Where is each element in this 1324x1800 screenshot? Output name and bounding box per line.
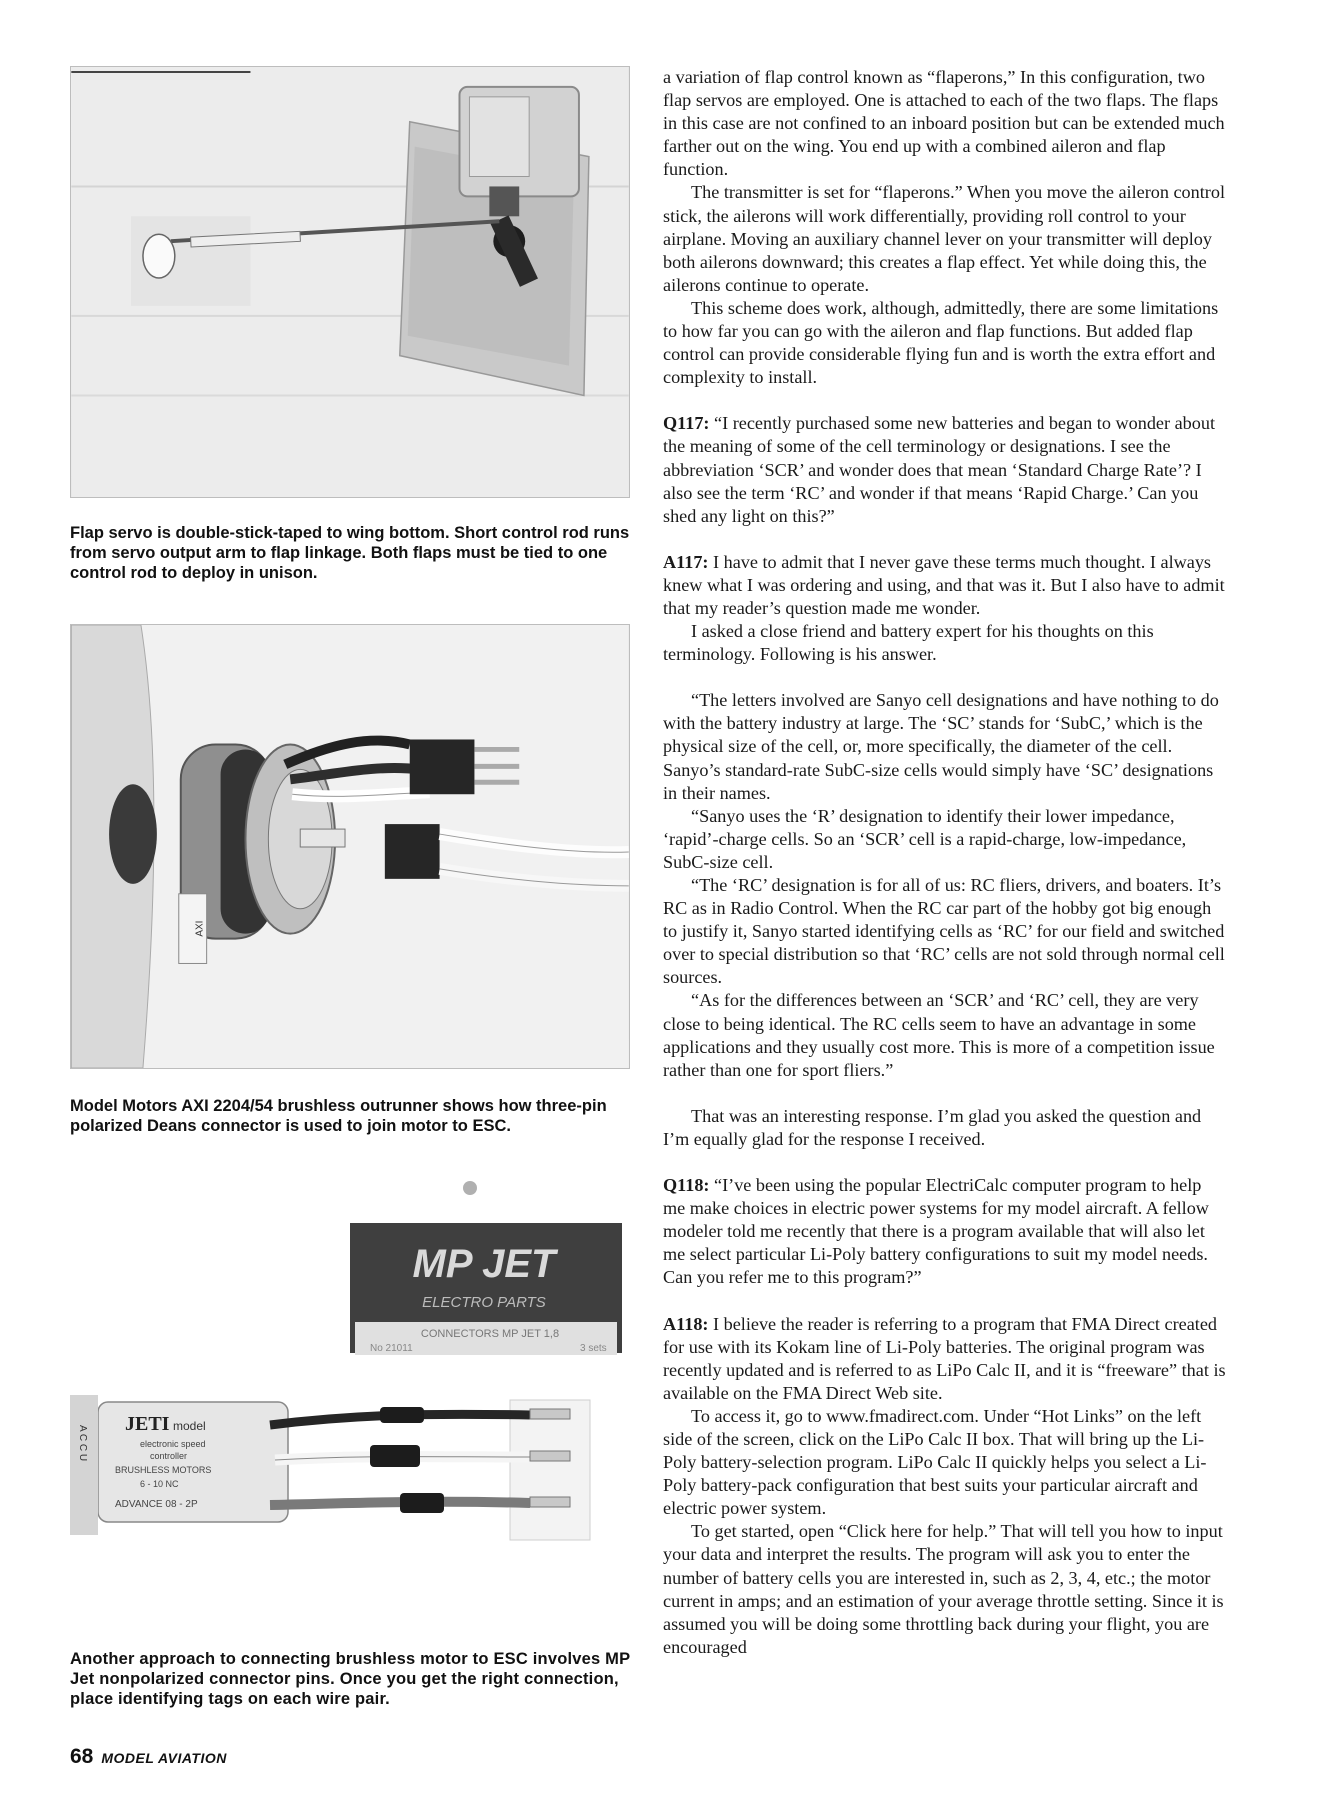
a117-text: I have to admit that I never gave these terms much thought. I always knew what I was ordering and using, and that was it. But I also have to admit that my reader’s question made me wonder.	[663, 551, 1225, 618]
esc-line-4: 6 - 10 NC	[140, 1479, 179, 1489]
a118-text: I believe the reader is referring to a program that FMA Direct created for use with its Kokam line of Li-Poly batteries. The original program was recently updated and is referred to as LiPo Calc II, and it is “freeware” that is available on the FMA Direct Web site.	[663, 1313, 1226, 1403]
magazine-name: MODEL AVIATION	[101, 1750, 227, 1766]
mp-jet-logo: MP JET	[412, 1242, 556, 1286]
accu-label: A C C U	[77, 1425, 88, 1462]
answer-117	[663, 551, 1228, 620]
motor-illustration	[71, 625, 629, 1068]
answer-118	[663, 1313, 1228, 1405]
paragraph-scheme: This scheme does work, although, admittedly, there are some limitations to how far you can go with the aileron and flap functions. But added flap control can provide considerable flying fun and is worth the extra effort and complexity to install.	[663, 297, 1219, 388]
mp-jet-caption: Another approach to connecting brushless motor to ESC involves MP Jet nonpolarized connector pins. Once you get the right connection, place identifying tags on each wire pair.	[70, 1650, 631, 1708]
paragraph-flaperons: a variation of flap control known as “flaperons,” In this configuration, two flap servos are employed. One is attached to each of the two flaps. The flaps in this case are not confined to an inboard position but can be extended much farther out on the wing. You end up with a combined aileron and flap function.	[663, 67, 1225, 180]
a117-label: A117:	[663, 551, 709, 572]
connectors-label: CONNECTORS MP JET 1,8	[420, 1328, 560, 1340]
question-118	[663, 1174, 1228, 1289]
paragraph-battery-expert: I asked a close friend and battery expert for his thoughts on this terminology. Following is his answer.	[663, 621, 1154, 665]
motor-label: AXI	[194, 920, 206, 937]
part-number: No 21011	[370, 1343, 413, 1354]
a118-label: A118:	[663, 1313, 709, 1334]
paragraph-get-started: To get started, open “Click here for help.” That will tell you how to input your data and interpret the results. The program will ask you to enter the number of battery cells you are interested in, such as 2, 3, 4, etc.; the motor current in amps; and an estimation of your average throttle setting. Since it is assumed you will be doing some throttling back during your flight, you are encouraged	[663, 1521, 1224, 1657]
flap-servo-caption: Flap servo is double-stick-taped to wing bottom. Short control rod runs from servo output arm to flap linkage. Both flaps must be tied to one control rod to deploy in unison.	[70, 524, 630, 582]
paragraph-rc-designation: “The ‘RC’ designation is for all of us: RC fliers, drivers, and boaters. It’s RC as in Radio Control. When the RC car part of the hobby got big enough to justify it, Sanyo started identifying cells as ‘RC’ for our field and switched over to special distribution so that ‘RC’ cells are not sold through normal cell sources.	[663, 875, 1225, 988]
esc-line-5: ADVANCE 08 - 2P	[115, 1499, 198, 1510]
paragraph-transmitter: The transmitter is set for “flaperons.” When you move the aileron control stick, the ailerons will work differentially, providing roll control to your airplane. Moving an auxiliary channel lever on your transmitter will deploy both ailerons downward; this creates a flap effect. Yet while doing this, the ailerons continue to operate.	[663, 182, 1226, 295]
sets-label: 3 sets	[580, 1343, 607, 1354]
paragraph-differences: “As for the differences between an ‘SCR’ and ‘RC’ cell, they are very close to being identical. The RC cells seem to have an advantage in some applications and they usually cost more. This is more of a competition issue rather than one for sport fliers.”	[663, 990, 1215, 1080]
q117-label: Q117:	[663, 413, 710, 434]
jeti-model: model	[173, 1419, 206, 1433]
motor-photo	[70, 624, 630, 1069]
electro-parts-label: ELECTRO PARTS	[422, 1294, 546, 1311]
paragraph-r-designation: “Sanyo uses the ‘R’ designation to identify their lower impedance, ‘rapid’-charge cells. So an ‘SCR’ cell is a rapid-charge, low-impedance, SubC-size cell.	[663, 805, 1187, 872]
mp-jet-photo	[70, 1175, 630, 1625]
flap-servo-illustration	[71, 67, 629, 497]
question-117	[663, 412, 1228, 527]
page-footer	[70, 1745, 227, 1769]
motor-caption: Model Motors AXI 2204/54 brushless outrunner shows how three-pin polarized Deans connector is used to join motor to ESC.	[70, 1097, 607, 1135]
esc-line-2: controller	[150, 1451, 188, 1461]
jeti-brand: JETI	[125, 1413, 170, 1435]
esc-line-3: BRUSHLESS MOTORS	[115, 1465, 212, 1475]
page-number: 68	[70, 1745, 94, 1768]
esc-line-1: electronic speed	[140, 1439, 206, 1449]
flap-servo-photo	[70, 66, 630, 498]
q117-text: “I recently purchased some new batteries and began to wonder about the meaning of some of the cell terminology or designations. I see the abbreviation ‘SCR’ and wonder does that mean ‘Standard Charge Rate’? I also see the term ‘RC’ and wonder if that means ‘Rapid Charge.’ Can you shed any light on this?”	[663, 413, 1216, 526]
mp-jet-illustration	[70, 1175, 630, 1625]
paragraph-access: To access it, go to www.fmadirect.com. Under “Hot Links” on the left side of the screen, click on the LiPo Calc II box. That will bring up the Li-Poly battery-selection program. LiPo Calc II quickly helps you select a Li-Poly battery-pack configuration that best suits your particular aircraft and electric power system.	[663, 1405, 1207, 1519]
article-body	[663, 66, 1228, 1659]
q118-label: Q118:	[663, 1175, 710, 1196]
paragraph-interesting-response: That was an interesting response. I’m glad you asked the question and I’m equally glad for the response I received.	[663, 1105, 1202, 1149]
paragraph-sanyo-letters: “The letters involved are Sanyo cell designations and have nothing to do with the battery industry at large. The ‘SC’ stands for ‘SubC,’ which is the physical size of the cell, or, more specifically, the diameter of the cell. Sanyo’s standard-rate SubC-size cells would simply have ‘SC’ designations in their names.	[663, 690, 1219, 803]
q118-text: “I’ve been using the popular ElectriCalc computer program to help me make choices in electric power systems for my model aircraft. A fellow modeler told me recently that there is a program available that will also let me select particular Li-Poly battery configurations to suit my model needs. Can you refer me to this program?”	[663, 1175, 1209, 1288]
